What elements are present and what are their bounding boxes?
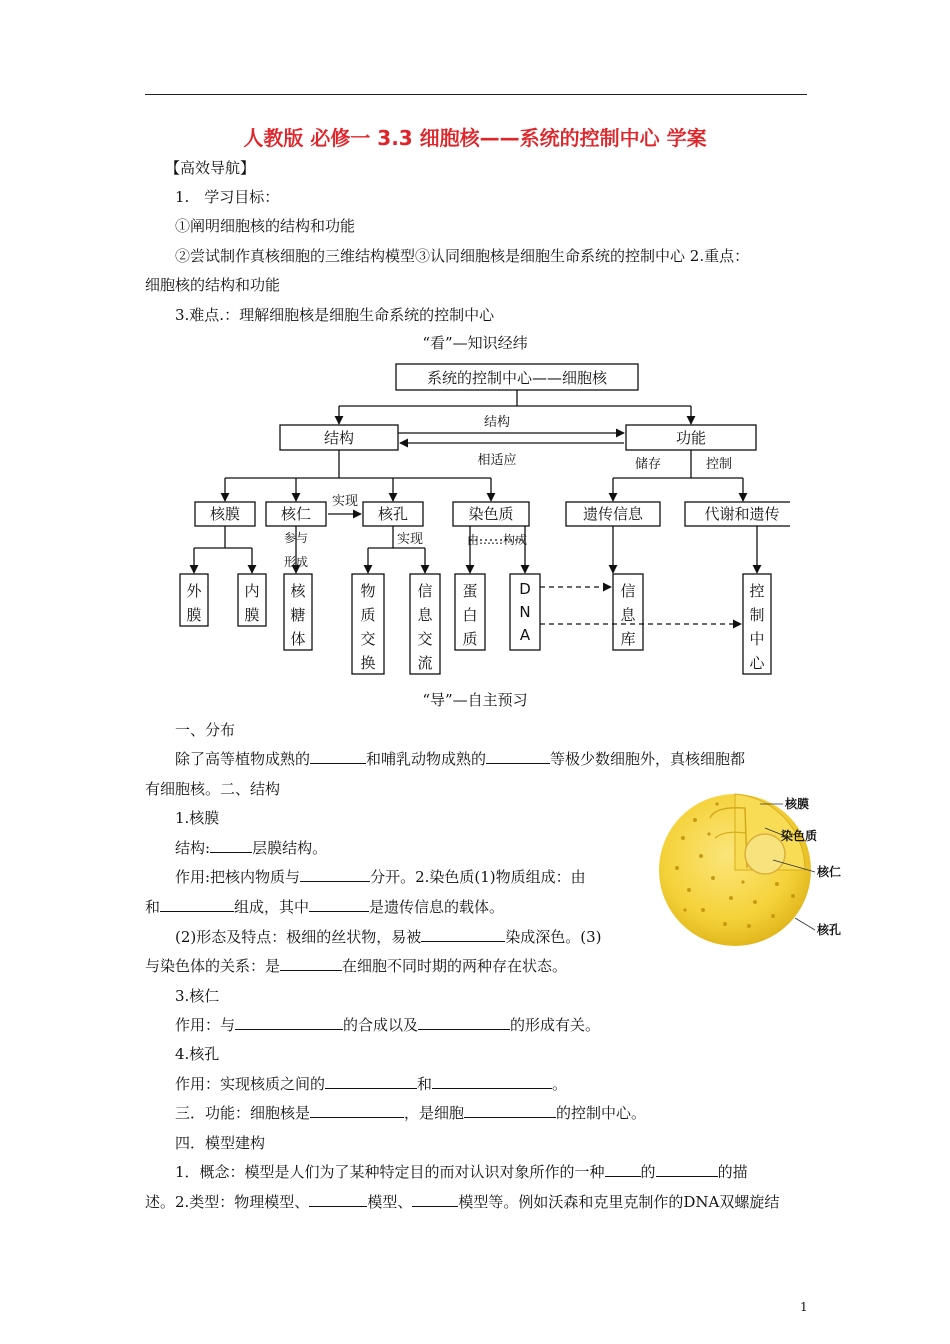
participate-label: 参与 (283, 531, 309, 545)
chromatin-label: 染色质 (468, 505, 514, 523)
chromatin-relation-text: 与染色体的关系：是 在细胞不同时期的两种存在状态。 (145, 957, 568, 975)
nuclear-membrane-heading: 1.核膜 (175, 809, 220, 827)
store-label: 储存 (634, 457, 662, 472)
nucleolus-heading: 3.核仁 (175, 987, 220, 1005)
info-bank-label: 信息库 (620, 582, 636, 648)
info-flow-label: 信息交流 (417, 582, 433, 672)
header-rule (145, 94, 807, 95)
section-1-text: 除了高等植物成熟的 和哺乳动物成熟的 等极少数细胞外，真核细胞都 (175, 750, 746, 768)
nucleus-illustration (655, 778, 850, 953)
guide-heading: “导”—自主预习 (422, 691, 528, 709)
cell-label-chromatin: 染色质 (781, 829, 818, 843)
structure-label: 结构 (323, 429, 355, 447)
section-nav: 【高效导航】 (165, 159, 256, 177)
link-top-label: 结构 (483, 415, 511, 430)
model-concept-text: 1．概念：模型是人们为了某种特定目的而对认识对象所作的一种 的 的描 (175, 1163, 748, 1181)
section-1-heading: 一、分布 (175, 721, 236, 739)
membrane-label: 核膜 (209, 505, 241, 523)
metabolism-label: 代谢和遗传 (704, 505, 780, 523)
nuclear-pore-heading: 4.核孔 (175, 1045, 220, 1063)
page-title: 人教版 必修一 3.3 细胞核——系统的控制中心 学案 (243, 126, 707, 150)
membrane-structure-text: 结构: 层膜结构。 (175, 839, 328, 857)
membrane-function-text: 作用:把核内物质与 分开。2.染色质(1)物质组成：由 (175, 868, 586, 886)
vertical-labels (186, 580, 765, 672)
dna-label: D N A (519, 580, 531, 644)
goal-2-line2: 细胞核的结构和功能 (145, 276, 281, 294)
chromatin-composition-text: 和 组成，其中 是遗传信息的载体。 (145, 898, 505, 916)
realize-label-2: 实现 (396, 532, 424, 547)
concept-diagram (170, 356, 790, 681)
exchange-label: 物质交换 (360, 582, 376, 672)
realize-label-1: 实现 (331, 494, 359, 509)
page-number: 1 (800, 1300, 808, 1314)
model-types-text: 述。2.类型：物理模型、 模型、 模型等。例如沃森和克里克制作的DNA双螺旋结 (145, 1193, 780, 1211)
genetic-info-label: 遗传信息 (582, 505, 644, 523)
root-label: 系统的控制中心——细胞核 (426, 369, 608, 387)
control-label: 控制 (705, 457, 733, 472)
compose-label: 由……构成 (466, 533, 528, 547)
protein-label: 蛋白质 (462, 582, 478, 648)
outer-label: 外膜 (186, 582, 202, 624)
look-heading: “看”—知识经纬 (422, 334, 528, 352)
inner-label: 内膜 (244, 582, 260, 624)
goals-heading: 1. 学习目标： (175, 188, 280, 206)
link-bottom-label: 相适应 (477, 453, 517, 468)
ribosome-label: 核糖体 (290, 582, 306, 648)
form-label: 形成 (283, 555, 309, 569)
cell-label-membrane: 核膜 (785, 797, 810, 811)
function-section-text: 三．功能：细胞核是 ，是细胞 的控制中心。 (175, 1104, 647, 1122)
nucleolus-function-text: 作用：与 的合成以及 的形成有关。 (175, 1016, 601, 1034)
section-1-cont: 有细胞核。二、结构 (145, 780, 281, 798)
nucleolus-label: 核仁 (280, 505, 312, 523)
cell-label-pore: 核孔 (817, 923, 842, 937)
function-label: 功能 (675, 429, 707, 447)
difficulty: 3.难点.：理解细胞核是细胞生命系统的控制中心 (175, 306, 495, 324)
model-section-heading: 四．模型建构 (175, 1134, 266, 1152)
goal-2-line1: ②尝试制作真核细胞的三维结构模型③认同细胞核是细胞生命系统的控制中心 2.重点： (175, 247, 750, 265)
control-center-label: 控制中心 (749, 582, 765, 672)
chromatin-form-text: (2)形态及特点：极细的丝状物，易被 染成深色。(3) (175, 928, 602, 946)
goal-1: ①阐明细胞核的结构和功能 (175, 217, 356, 235)
pore-label: 核孔 (377, 505, 409, 523)
nuclear-pore-function-text: 作用：实现核质之间的 和 。 (175, 1075, 568, 1093)
cell-label-nucleolus: 核仁 (817, 865, 842, 879)
